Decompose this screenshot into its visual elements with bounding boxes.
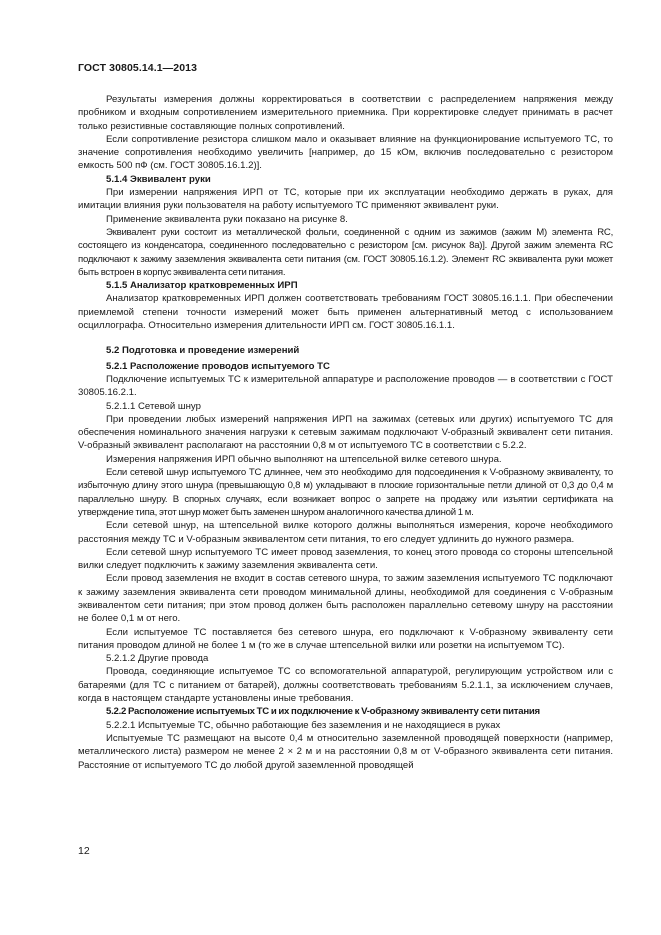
paragraph: Анализатор кратковременных ИРП должен соответствовать требованиям ГОСТ 30805.16.1.1. При обеспечении приемлемой степени точности измерений может быть применен альтернативный метод с использованием осциллографа. Относительно измерения длительности ИРП см. ГОСТ 30805.16.1.1.: [78, 293, 613, 332]
clause-heading: 5.2.1.2 Другие провода: [106, 653, 209, 665]
document-header: ГОСТ 30805.14.1—2013: [78, 62, 198, 74]
document-body: [78, 93, 613, 772]
paragraph: Измерения напряжения ИРП обычно выполняют на штепсельной вилке сетевого шнура.: [106, 453, 502, 465]
page-number: 12: [78, 845, 90, 857]
subsection-heading: 5.1.5 Анализатор кратковременных ИРП: [106, 280, 298, 292]
paragraph: Если сетевой шнур, на штепсельной вилке которого должны выполняться измерения, короче необходимого расстояния между ТС и V-образным эквивалентом сети питания, то его следует удлинить до нужного размера.: [78, 520, 613, 545]
paragraph: Применение эквивалента руки показано на рисунке 8.: [106, 213, 348, 225]
subsection-heading: 5.2.1 Расположение проводов испытуемого ТС: [106, 360, 330, 372]
clause-heading: 5.2.2.1 Испытуемые ТС, обычно работающие без заземления и не находящиеся в руках: [106, 719, 501, 731]
paragraph: Провода, соединяющие испытуемое ТС со вспомогательной аппаратурой, регулирующим устройством или с батареями (для ТС с питанием от батарей), должны соответствовать требованиям 5.2.1.1, за исключением случаев, когда в настоящем стандарте установлены иные требования.: [78, 666, 613, 705]
subsection-heading: 5.2.2 Расположение испытуемых ТС и их подключение к V-образному эквиваленту сети питания: [106, 706, 540, 718]
paragraph: Эквивалент руки состоит из металлической фольги, соединенной с одним из зажимов (зажим М) элемента RC, состоящего из конденсатора, соединенного последовательно с резистором [см. рисунок 8а)]. Другой зажим элемента RC подключают к зажиму заземления эквивалента сети питания (см. ГОСТ 30805.16.1.2). Элемент RC эквивалента руки может быть встроен в корпус эквивалента сети питания.: [78, 226, 613, 278]
paragraph: Подключение испытуемых ТС к измерительной аппаратуре и расположение проводов — в соответствии с ГОСТ 30805.16.2.1.: [78, 373, 613, 399]
paragraph: Испытуемые ТС размещают на высоте 0,4 м относительно заземленной проводящей поверхности (например, металлического листа) размером не менее 2 × 2 м и на расстоянии 0,8 м от V-образного эквивалента сети питания. Расстояние от испытуемого ТС до любой другой заземленной проводящей: [78, 732, 613, 771]
section-heading: 5.2 Подготовка и проведение измерений: [106, 345, 300, 357]
clause-heading: 5.2.1.1 Сетевой шнур: [106, 400, 201, 412]
subsection-heading: 5.1.4 Эквивалент руки: [106, 173, 211, 185]
paragraph: Если сопротивление резистора слишком мало и оказывает влияние на функционирование испытуемого ТС, то значение сопротивления необходимо увеличить [например, до 15 кОм, включив последовательно с резистором емкость 500 пФ (см. ГОСТ 30805.16.1.2)].: [78, 133, 613, 172]
paragraph: Если сетевой шнур испытуемого ТС длиннее, чем это необходимо для подсоединения к V-образному эквиваленту, то избыточную длину этого шнура (превышающую 0,8 м) укладывают в плоские горизонтальные петли длиной от 0,3 до 0,4 м параллельно шнуру. В спорных случаях, если возникает вопрос о запрете на продажу или изъятии сертификата на утверждение типа, этот шнур может быть заменен шнуром аналогичного качества длиной 1 м.: [78, 467, 613, 518]
paragraph: При проведении любых измерений напряжения ИРП на зажимах (сетевых или других) испытуемого ТС для обеспечения номинального значения нагрузки к сетевым зажимам подключают V-образный эквивалент сети питания. V-образный эквивалент располагают на расстоянии 0,8 м от испытуемого ТС в соответствии с 5.2.2.: [78, 413, 613, 452]
paragraph: Результаты измерения должны корректироваться в соответствии с распределением напряжения между пробником и входным сопротивлением измерительного приемника. При корректировке следует принимать в расчет только резистивные составляющие полных сопротивлений.: [78, 94, 613, 132]
paragraph: Если испытуемое ТС поставляется без сетевого шнура, его подключают к V-образному эквиваленту сети питания проводом длиной не более 1 м (то же в случае штепсельной вилки или розетки на испытуемом ТС).: [78, 626, 613, 651]
paragraph: Если сетевой шнур испытуемого ТС имеет провод заземления, то конец этого провода со стороны штепсельной вилки следует подключить к зажиму заземления эквивалента сети.: [78, 546, 613, 572]
paragraph: При измерении напряжения ИРП от ТС, которые при их эксплуатации необходимо держать в руках, для имитации влияния руки пользователя на работу испытуемого ТС применяют эквивалент руки.: [78, 187, 613, 212]
paragraph: Если провод заземления не входит в состав сетевого шнура, то зажим заземления испытуемого ТС подключают к зажиму заземления эквивалента сети проводом минимальной длины, необходимой для соединения с V-образным эквивалентом сети питания; при этом провод должен быть расположен параллельно сетевому шнуру на расстоянии не более 0,1 м от него.: [78, 573, 613, 625]
